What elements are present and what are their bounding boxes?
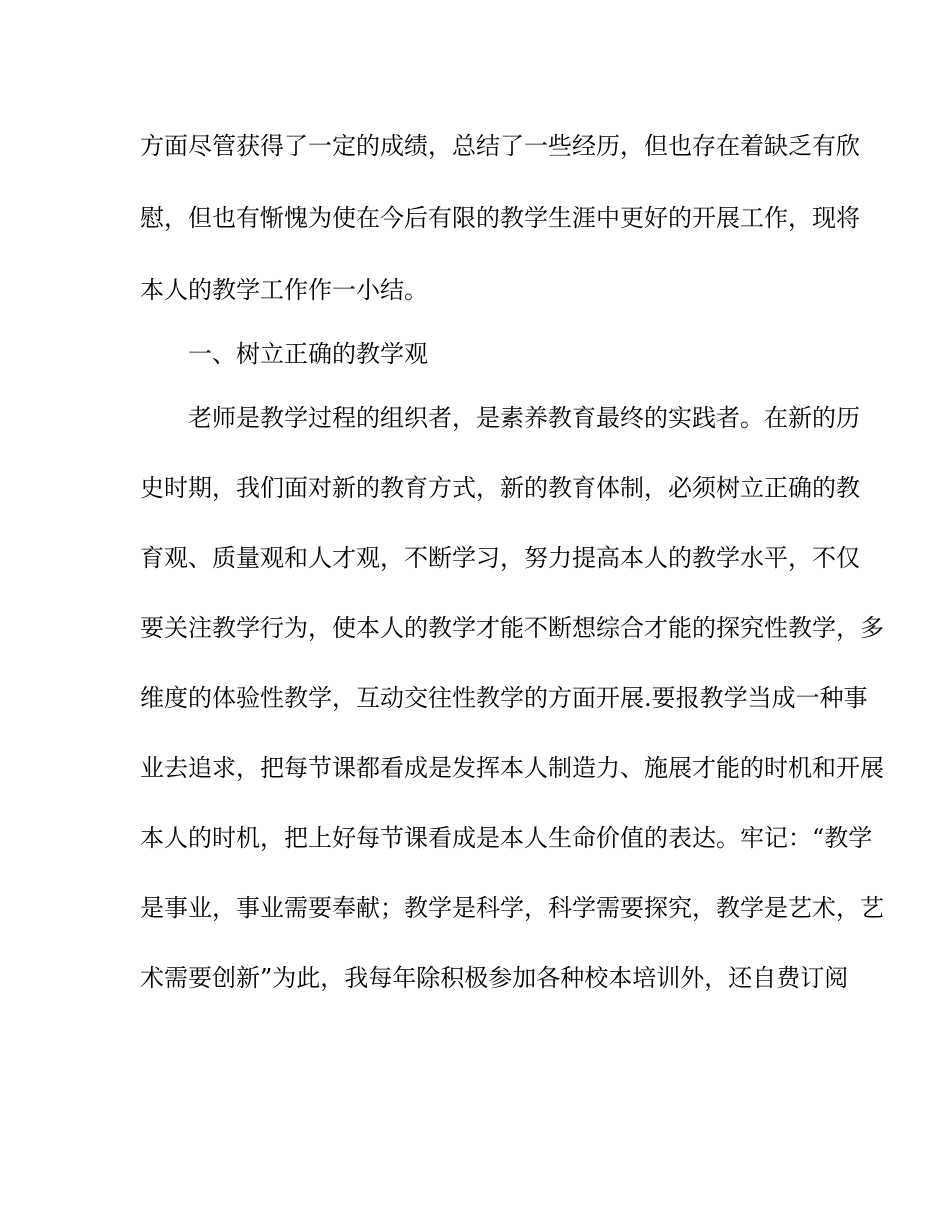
text-line-3: 本人的教学工作作一小结。 xyxy=(140,276,428,304)
text-line-6: 史时期，我们面对新的教育方式，新的教育体制，必须树立正确的教 xyxy=(140,474,860,502)
text-line-12: 是事业，事业需要奉献；教学是科学，科学需要探究，教学是艺术，艺 xyxy=(140,894,884,922)
section-heading: 一、树立正确的教学观 xyxy=(188,340,428,368)
text-line-9: 维度的体验性教学，互动交往性教学的方面开展.要报教学当成一种事 xyxy=(140,684,868,712)
text-line-5: 老师是教学过程的组织者，是素养教育最终的实践者。在新的历 xyxy=(188,404,860,432)
text-line-10: 业去追求，把每节课都看成是发挥本人制造力、施展才能的时机和开展 xyxy=(140,754,884,782)
text-line-1: 方面尽管获得了一定的成绩，总结了一些经历，但也存在着缺乏有欣 xyxy=(140,132,860,160)
text-line-2: 慰，但也有惭愧为使在今后有限的教学生涯中更好的开展工作，现将 xyxy=(140,204,860,232)
text-line-7: 育观、质量观和人才观，不断学习，努力提高本人的教学水平，不仅 xyxy=(140,544,860,572)
text-line-13: 术需要创新”为此，我每年除积极参加各种校本培训外，还自费订阅 xyxy=(140,964,849,992)
text-line-8: 要关注教学行为，使本人的教学才能不断想综合才能的探究性教学，多 xyxy=(140,614,884,642)
text-line-11: 本人的时机，把上好每节课看成是本人生命价值的表达。牢记：“教学 xyxy=(140,824,873,852)
